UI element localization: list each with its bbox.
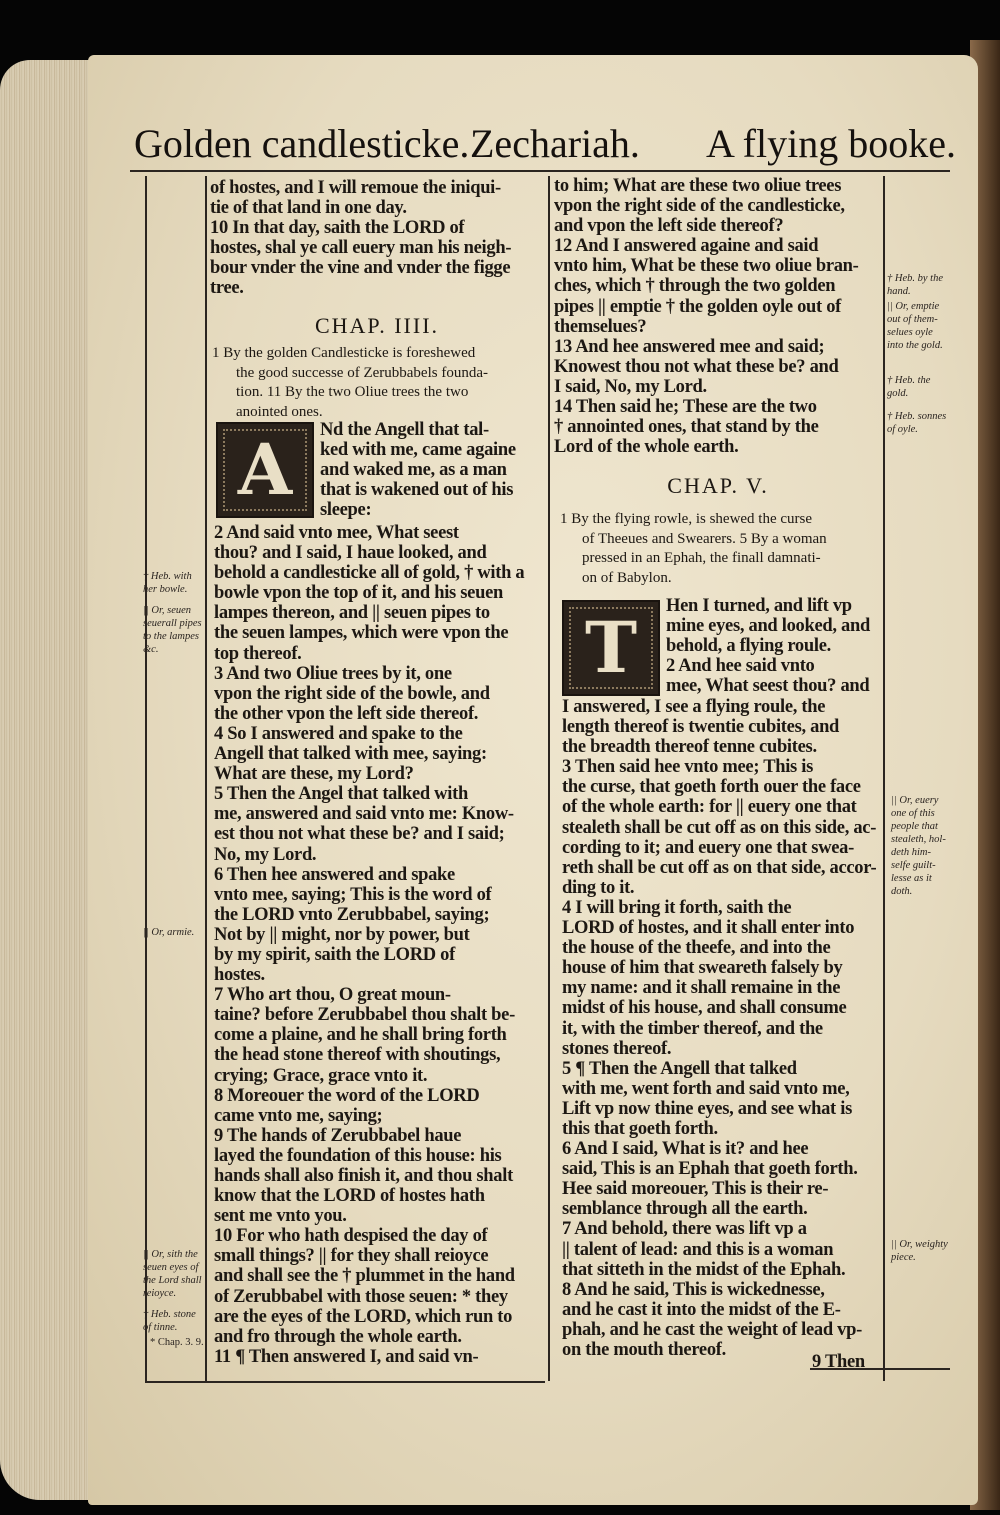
margin-note: || Or, armie. bbox=[143, 927, 195, 938]
text-line: hands shall also finish it, and thou shalt bbox=[214, 1166, 513, 1186]
text-line: hostes. bbox=[214, 965, 265, 986]
text-line: 10 In that day, saith the LORD of bbox=[210, 218, 465, 239]
page-edges bbox=[0, 60, 92, 1500]
margin-note: † Heb. stone of tinne. bbox=[143, 1309, 196, 1333]
text-line: 2 And said vnto mee, What seest bbox=[214, 523, 459, 543]
text-line: pipes || emptie † the golden oyle out of bbox=[554, 296, 841, 317]
text-line: cording to it; and euery one that swea- bbox=[562, 837, 854, 858]
text-line: I answered, I see a flying roule, the bbox=[562, 697, 826, 717]
text-line: stones thereof. bbox=[562, 1038, 672, 1059]
text-line: the head stone thereof with shoutings, bbox=[214, 1045, 501, 1066]
text-line: ding to it. bbox=[562, 877, 635, 898]
text-line: said, This is an Ephah that goeth forth. bbox=[562, 1159, 858, 1180]
summary-line: the good successe of Zerubbabels founda- bbox=[236, 364, 488, 381]
text-line: behold, a flying roule. bbox=[666, 636, 831, 657]
header-rule bbox=[130, 170, 950, 172]
text-line: 11 ¶ Then answered I, and said vn- bbox=[214, 1346, 479, 1367]
margin-note: || Or, seuen seuerall pipes to the lampes &c. bbox=[143, 605, 202, 655]
text-line: vnto mee, saying; This is the word of bbox=[214, 884, 492, 905]
left-margin-rule bbox=[145, 176, 147, 1381]
text-line: 13 And hee answered mee and said; bbox=[554, 336, 825, 357]
text-line: are the eyes of the LORD, which run to bbox=[214, 1306, 513, 1327]
text-line: and waked me, as a man bbox=[320, 460, 507, 481]
text-line: reth shall be cut off as on that side, accor- bbox=[562, 857, 877, 878]
text-line: on the mouth thereof. bbox=[562, 1340, 726, 1360]
text-line: vnto him, What be these two oliue bran- bbox=[554, 256, 859, 277]
text-line: sent me vnto you. bbox=[214, 1206, 347, 1227]
text-line: † annointed ones, that stand by the bbox=[554, 417, 819, 438]
text-line: that is wakened out of his bbox=[320, 480, 514, 501]
running-head-center: Zechariah. bbox=[470, 121, 640, 166]
text-line: mee, What seest thou? and bbox=[666, 676, 870, 697]
text-line: 7 And behold, there was lift vp a bbox=[562, 1219, 807, 1240]
text-line: and fro through the whole earth. bbox=[214, 1326, 462, 1347]
right-column-body bbox=[562, 697, 882, 1360]
text-line: bour vnder the vine and vnder the figge bbox=[210, 258, 511, 279]
running-head-right: A flying booke. bbox=[706, 121, 956, 166]
text-line: it, with the timber thereof, and the bbox=[562, 1018, 823, 1039]
text-line: themselues? bbox=[554, 316, 647, 337]
text-line: the LORD vnto Zerubbabel, saying; bbox=[214, 904, 490, 925]
text-line: Not by || might, nor by power, but bbox=[214, 924, 470, 945]
text-line: taine? before Zerubbabel thou shalt be- bbox=[214, 1005, 515, 1026]
summary-line: tion. 11 By the two Oliue trees the two bbox=[236, 384, 469, 400]
text-line: LORD of hostes, and it shall enter into bbox=[562, 918, 855, 939]
text-line: behold a candlesticke all of gold, † with a bbox=[214, 563, 525, 584]
text-line: 4 So I answered and spake to the bbox=[214, 723, 463, 744]
text-line: layed the foundation of this house: his bbox=[214, 1145, 502, 1166]
right-column-rule bbox=[883, 176, 885, 1381]
text-line: the seuen lampes, which were vpon the bbox=[214, 623, 509, 644]
margin-note: † Heb. with her bowle. bbox=[143, 571, 192, 595]
summary-line: anointed ones. bbox=[236, 403, 323, 420]
text-line: Lord of the whole earth. bbox=[554, 437, 739, 458]
text-line: stealeth shall be cut off as on this side, ac- bbox=[562, 817, 877, 838]
text-line: 5 ¶ Then the Angell that talked bbox=[562, 1058, 797, 1079]
left-column-top bbox=[210, 178, 544, 299]
text-line: 7 Who art thou, O great moun- bbox=[214, 985, 451, 1006]
text-line: this that goeth forth. bbox=[562, 1118, 718, 1139]
left-column-rule bbox=[205, 176, 207, 1381]
text-line: and shall see the † plummet in the hand bbox=[214, 1266, 515, 1287]
text-line: my name: and it shall remaine in the bbox=[562, 978, 841, 999]
text-line: that sitteth in the midst of the Ephah. bbox=[562, 1259, 846, 1280]
text-line: ked with me, came againe bbox=[320, 440, 516, 461]
text-line: 6 Then hee answered and spake bbox=[214, 864, 455, 885]
text-line: I said, No, my Lord. bbox=[554, 376, 707, 397]
text-line: bowle vpon the top of it, and his seuen bbox=[214, 583, 503, 604]
text-line: to him; What are these two oliue trees bbox=[554, 176, 842, 196]
text-line: 2 And hee said vnto bbox=[666, 656, 815, 677]
text-line: came vnto me, saying; bbox=[214, 1105, 383, 1126]
text-line: tree. bbox=[210, 278, 244, 299]
running-head-left: Golden candlesticke. bbox=[134, 121, 470, 166]
margin-note: † Heb. the gold. bbox=[887, 375, 931, 399]
footer-rule bbox=[145, 1381, 545, 1383]
text-line: semblance through all the earth. bbox=[562, 1199, 808, 1220]
text-line: me, answered and said vnto me: Know- bbox=[214, 804, 514, 825]
text-line: 14 Then said he; These are the two bbox=[554, 397, 817, 418]
text-line: 4 I will bring it forth, saith the bbox=[562, 897, 792, 918]
summary-line: pressed in an Ephah, the finall damnati- bbox=[582, 550, 821, 566]
text-line: sleepe: bbox=[320, 500, 372, 521]
chapter-heading-5: CHAP. V. bbox=[667, 473, 769, 498]
text-line: 9 The hands of Zerubbabel haue bbox=[214, 1125, 462, 1146]
chapter-heading-4: CHAP. IIII. bbox=[314, 313, 440, 338]
text-line: Nd the Angell that tal- bbox=[320, 420, 489, 440]
text-line: with me, went forth and said vnto me, bbox=[562, 1078, 850, 1099]
summary-line: on of Babylon. bbox=[582, 569, 672, 586]
text-line: Angell that talked with mee, saying: bbox=[214, 744, 487, 765]
text-line: Hee said moreouer, This is their re- bbox=[562, 1179, 829, 1200]
chapter-4-summary bbox=[212, 344, 542, 422]
text-line: midst of his house, and shall consume bbox=[562, 998, 847, 1019]
text-line: come a plaine, and he shall bring forth bbox=[214, 1025, 507, 1046]
text-line: || talent of lead: and this is a woman bbox=[562, 1239, 834, 1260]
text-line: tie of that land in one day. bbox=[210, 198, 407, 219]
summary-line: of Theeues and Swearers. 5 By a woman bbox=[582, 530, 827, 547]
text-line: What are these, my Lord? bbox=[214, 764, 414, 785]
text-line: the curse, that goeth forth ouer the face bbox=[562, 777, 861, 798]
text-line: length thereof is twentie cubites, and bbox=[562, 717, 840, 738]
text-line: Knowest thou not what these be? and bbox=[554, 356, 839, 377]
text-line: 8 And he said, This is wickednesse, bbox=[562, 1279, 825, 1300]
text-line: lampes thereon, and || seuen pipes to bbox=[214, 603, 490, 624]
left-column-body bbox=[214, 523, 544, 1367]
margin-note: † Heb. sonnes of oyle. bbox=[887, 411, 947, 435]
margin-note: † Heb. by the hand. bbox=[887, 273, 943, 297]
text-line: Lift vp now thine eyes, and see what is bbox=[562, 1098, 852, 1119]
text-line: house of him that sweareth falsely by bbox=[562, 958, 843, 979]
text-line: the breadth thereof tenne cubites. bbox=[562, 737, 817, 758]
text-line: small things? || for they shall reioyce bbox=[214, 1246, 489, 1267]
text-line: and he cast it into the midst of the E- bbox=[562, 1299, 841, 1320]
left-column-drop-lines bbox=[320, 420, 544, 520]
right-column-drop-lines bbox=[666, 596, 882, 696]
catchword: 9 Then bbox=[812, 1352, 865, 1372]
text-line: No, my Lord. bbox=[214, 844, 317, 865]
ornamental-initial-a: A bbox=[216, 422, 314, 518]
text-line: the other vpon the left side thereof. bbox=[214, 703, 479, 724]
text-line: of Zerubbabel with those seuen: * they bbox=[214, 1286, 508, 1307]
text-line: 10 For who hath despised the day of bbox=[214, 1226, 488, 1247]
text-line: 6 And I said, What is it? and hee bbox=[562, 1139, 809, 1160]
text-line: of the whole earth: for || euery one that bbox=[562, 797, 857, 818]
summary-line: 1 By the flying rowle, is shewed the curse bbox=[560, 511, 813, 527]
text-line: 3 Then said hee vnto mee; This is bbox=[562, 757, 814, 778]
summary-line: 1 By the golden Candlesticke is foreshewed bbox=[212, 345, 476, 361]
chapter-5-summary bbox=[560, 510, 882, 588]
text-line: 12 And I answered againe and said bbox=[554, 236, 819, 257]
margin-note: || Or, sith the seuen eyes of the Lord shall reioyce. bbox=[143, 1249, 202, 1299]
text-line: crying; Grace, grace vnto it. bbox=[214, 1065, 428, 1086]
text-line: know that the LORD of hostes hath bbox=[214, 1186, 485, 1207]
text-line: the house of the theefe, and into the bbox=[562, 938, 831, 959]
center-column-rule bbox=[548, 176, 550, 1381]
margin-note: || Or, emptie out of them-selues oyle into the gold. bbox=[887, 301, 943, 351]
text-line: hostes, shal ye call euery man his neigh- bbox=[210, 238, 512, 259]
text-line: of hostes, and I will remoue the iniqui- bbox=[210, 178, 501, 198]
text-line: Hen I turned, and lift vp bbox=[666, 596, 852, 616]
ornamental-initial-t: T bbox=[562, 600, 660, 696]
text-line: and vpon the left side thereof? bbox=[554, 216, 784, 237]
margin-note: || Or, euery one of this people that stealeth, hol-deth him-selfe guilt-lesse as it doth. bbox=[891, 795, 946, 897]
margin-note: * Chap. 3. 9. bbox=[150, 1337, 204, 1348]
text-line: vpon the right side of the candlesticke, bbox=[554, 196, 845, 217]
margin-note: || Or, weighty piece. bbox=[891, 1239, 948, 1263]
text-line: 3 And two Oliue trees by it, one bbox=[214, 663, 452, 684]
text-line: ches, which † through the two golden bbox=[554, 276, 836, 297]
text-line: by my spirit, saith the LORD of bbox=[214, 944, 455, 965]
text-line: thou? and I said, I haue looked, and bbox=[214, 543, 487, 564]
text-line: top thereof. bbox=[214, 643, 302, 664]
text-line: vpon the right side of the bowle, and bbox=[214, 683, 490, 704]
text-line: phah, and he cast the weight of lead vp- bbox=[562, 1319, 862, 1340]
text-line: mine eyes, and looked, and bbox=[666, 616, 870, 637]
text-line: 5 Then the Angel that talked with bbox=[214, 784, 468, 805]
text-line: 8 Moreouer the word of the LORD bbox=[214, 1085, 480, 1106]
text-line: est thou not what these be? and I said; bbox=[214, 824, 505, 845]
right-column-top bbox=[554, 176, 882, 457]
